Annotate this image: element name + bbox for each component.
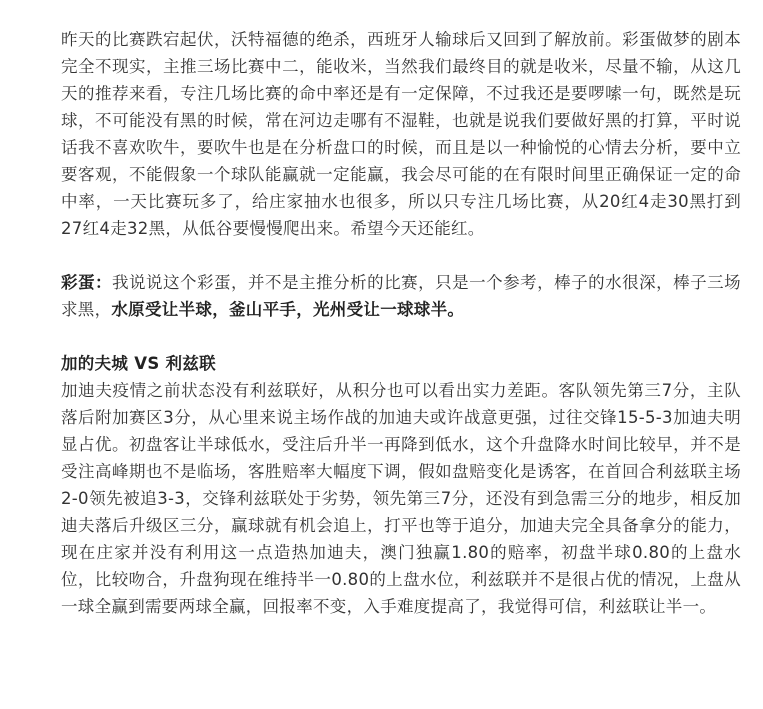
bonus-paragraph: [61, 269, 741, 323]
bonus-text: 我说说这个彩蛋，并不是主推分析的比赛，只是一个参考，棒子的水很深，棒子三场求黑，: [61, 273, 741, 319]
intro-paragraph: 昨天的比赛跌宕起伏，沃特福德的绝杀，西班牙人输球后又回到了解放前。彩蛋做梦的剧本完全不现实，主推三场比赛中二，能收米，当然我们最终目的就是收米，尽量不输，从这几天的推荐来看，专注几场比赛的命中率还是有一定保障，不过我还是要啰嗦一句，既然是玩球，不可能没有黑的时候，常在河边走哪有不湿鞋，也就是说我们要做好黑的打算，平时说话我不喜欢吹牛，要吹牛也是在分析盘口的时候，而且是以一种愉悦的心情去分析，要中立要客观，不能假象一个球队能赢就一定能赢，我会尽可能的在有限时间里正确保证一定的命中率，一天比赛玩多了，给庄家抽水也很多，所以只专注几场比赛，从20红4走30黑打到27红4走32黑，从低谷要慢慢爬出来。希望今天还能红。: [61, 30, 741, 238]
match-analysis: 加迪夫疫情之前状态没有利兹联好，从积分也可以看出实力差距。客队领先第三7分，主队落后附加赛区3分，从心里来说主场作战的加迪夫或许战意更强，过往交锋15-5-3加迪夫明显占优。初盘客让半球低水，受注后升半一再降到低水，这个升盘降水时间比较早，并不是受注高峰期也不是临场，客胜赔率大幅度下调，假如盘赔变化是诱客，在首回合利兹联主场2-0领先被追3-3，交锋利兹联处于劣势，领先第三7分，还没有到急需三分的地步，相反加迪夫落后升级区三分，赢球就有机会追上，打平也等于追分，加迪夫完全具备拿分的能力，现在庄家并没有利用这一点造热加迪夫，澳门独赢1.80的赔率，初盘半球0.80的上盘水位，比较吻合，升盘狗现在维持半一0.80的上盘水位，利兹联并不是很占优的情况，上盘从一球全赢到需要两球全赢，回报率不变，入手难度提高了，我觉得可信，利兹联让半一。: [61, 381, 741, 616]
bonus-picks: 水原受让半球，釜山平手，光州受让一球球半。: [111, 300, 465, 319]
bonus-label: 彩蛋：: [61, 273, 113, 292]
article-body: [61, 26, 741, 647]
match-title: 加的夫城 VS 利兹联: [61, 354, 216, 373]
